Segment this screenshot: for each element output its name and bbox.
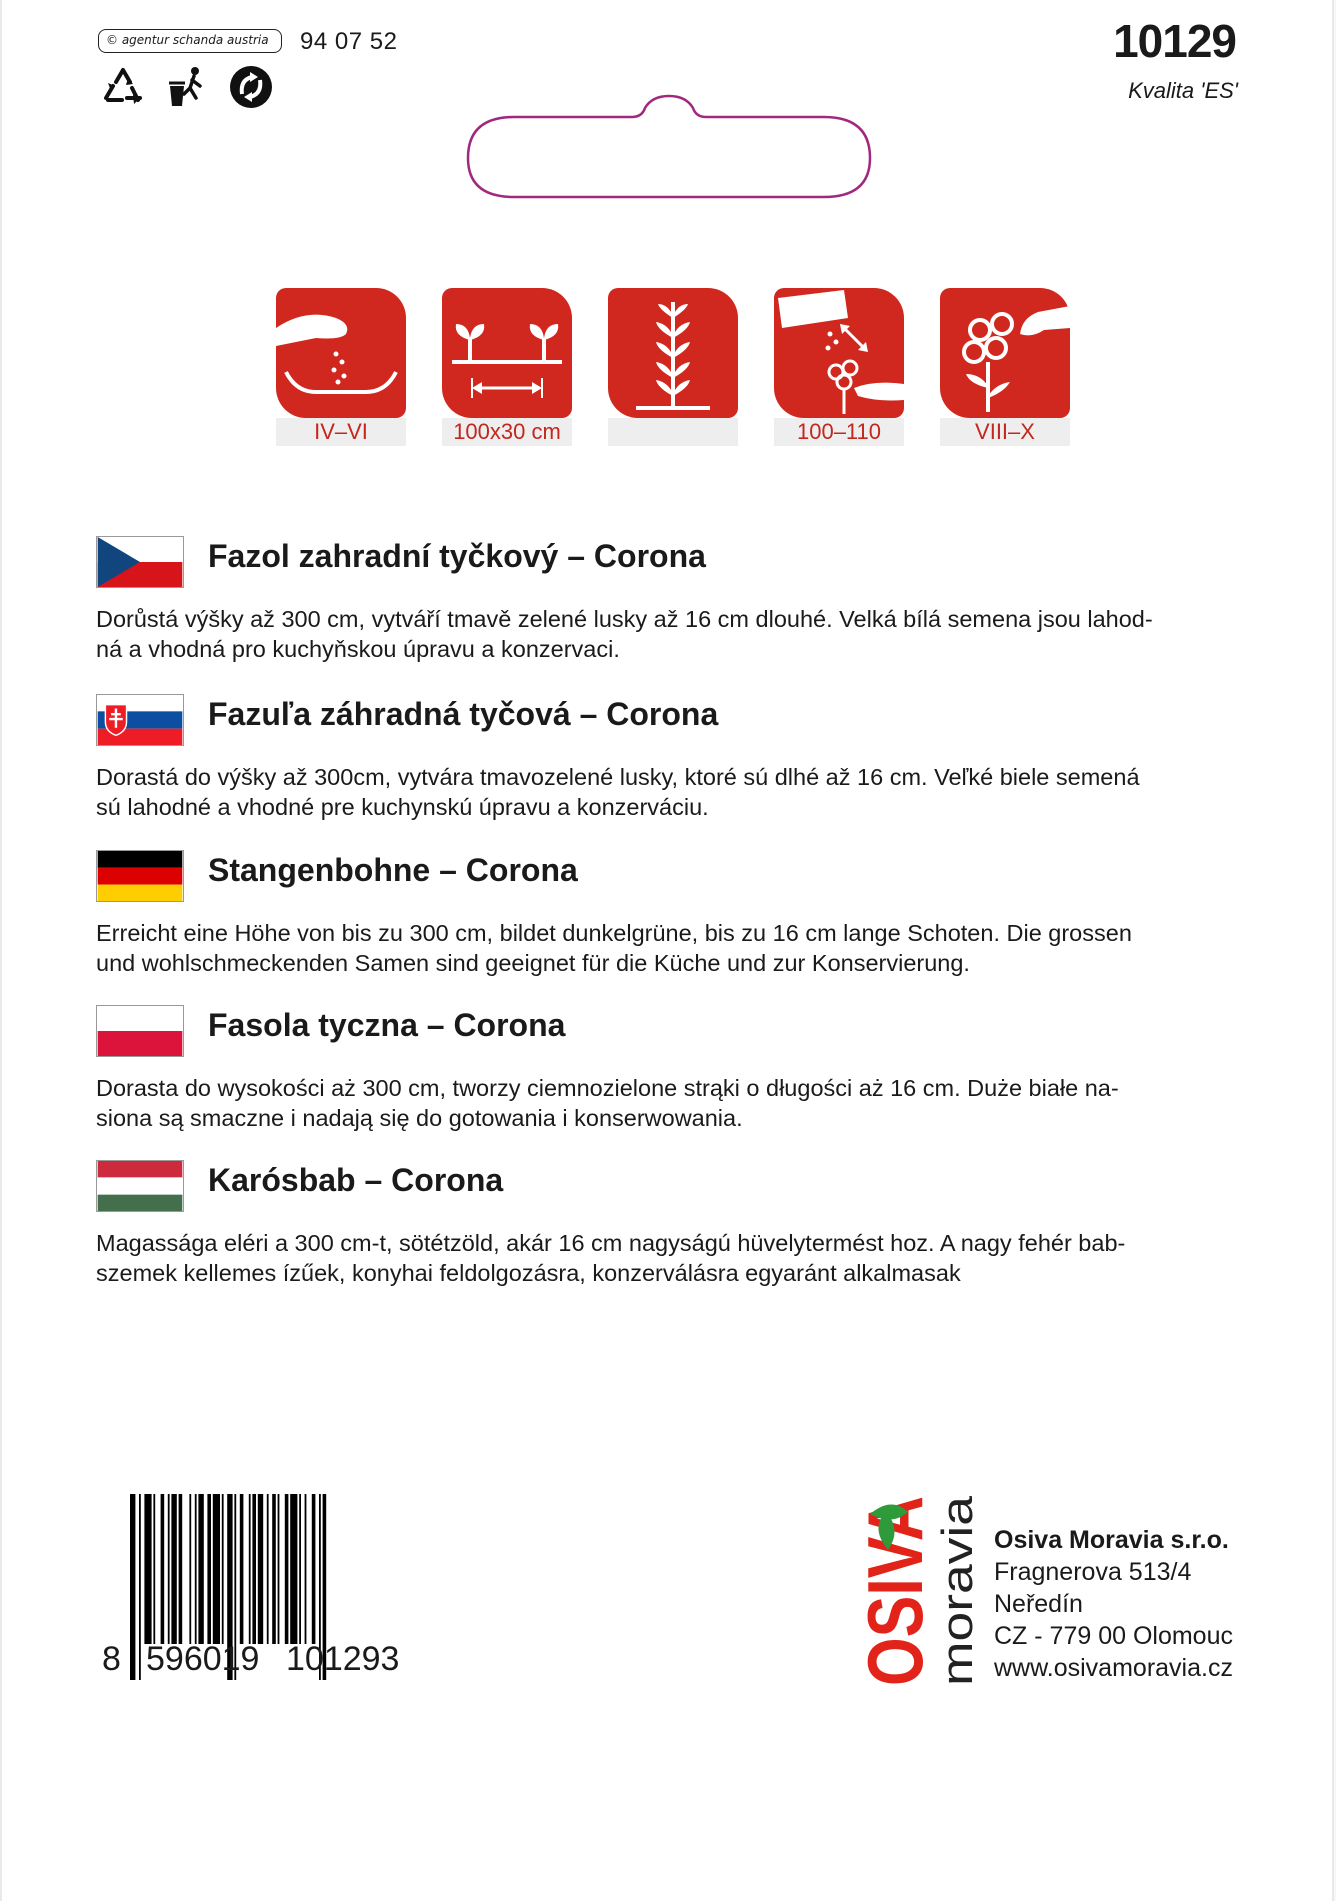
barcode-bar	[249, 1494, 251, 1644]
barcode-bar	[299, 1494, 301, 1644]
climbing-plant-icon	[608, 288, 738, 418]
recycling-icons	[100, 64, 274, 110]
barcode-bar	[272, 1494, 276, 1644]
barcode-bar	[198, 1494, 203, 1644]
barcode-bar	[240, 1494, 244, 1644]
barcode-digit-first: 8	[102, 1640, 121, 1678]
barcode-bar	[139, 1494, 141, 1680]
barcode-bar	[285, 1494, 289, 1644]
barcode-bar	[195, 1494, 197, 1644]
lang-title: Fazol zahradní tyčkový – Corona	[208, 538, 706, 574]
sk-flag-icon	[96, 694, 184, 746]
description-line: Dorastá do výšky až 300cm, vytvára tmavozelené lusky, ktoré sú dlhé až 16 cm. Veľké biele semená	[96, 764, 1140, 790]
description-line: sú lahodné a vhodné pre kuchynskú úpravu a konzerváciu.	[96, 794, 709, 820]
barcode-bar	[161, 1494, 165, 1644]
step-days	[774, 288, 904, 446]
pl-flag-icon	[96, 1005, 184, 1057]
logo-word-osiva: OSIVA	[851, 1449, 939, 1686]
lang-description	[96, 918, 1242, 978]
company-name: Osiva Moravia s.r.o.	[994, 1526, 1229, 1554]
seed-packet-days-icon	[774, 288, 904, 418]
spacing-seedlings-icon	[442, 288, 572, 418]
barcode-bar	[252, 1494, 256, 1644]
product-code: 94 07 52	[300, 28, 398, 55]
barcode-bar	[144, 1494, 151, 1644]
description-line: siona są smaczne i nadają się do gotowania i konserwowania.	[96, 1105, 743, 1131]
barcode-bar	[189, 1494, 191, 1644]
company-street: Fragnerova 513/4	[994, 1558, 1192, 1586]
lang-title: Fasola tyczna – Corona	[208, 1007, 566, 1043]
lang-description	[96, 762, 1242, 822]
barcode-bar	[312, 1494, 316, 1644]
description-line: Dorůstá výšky až 300 cm, vytváří tmavě zelené lusky až 16 cm dlouhé. Velká bílá semena jsou lahod-	[96, 606, 1153, 632]
barcode-bar	[171, 1494, 176, 1644]
barcode-digits-right: 101293	[286, 1640, 400, 1678]
barcode-bar	[130, 1494, 135, 1680]
company-district: Neředín	[994, 1590, 1083, 1618]
sowing-hand-icon	[276, 288, 406, 418]
lang-description	[96, 1073, 1242, 1133]
description-line: ná a vhodná pro kuchyňskou úpravu a konzervaci.	[96, 636, 620, 662]
barcode-bar	[153, 1494, 155, 1644]
barcode-bar	[207, 1494, 211, 1644]
barcode-bar	[222, 1494, 224, 1644]
quality-label: Kvalita 'ES'	[1128, 78, 1238, 103]
hu-flag-icon	[96, 1160, 184, 1212]
company-city: CZ - 779 00 Olomouc	[994, 1622, 1233, 1650]
step-label: VIII–X	[940, 418, 1070, 446]
cz-flag-icon	[96, 536, 184, 588]
step-label: 100–110	[774, 418, 904, 446]
lang-title: Fazuľa záhradná tyčová – Corona	[208, 696, 719, 732]
step-label	[608, 418, 738, 446]
cultivation-icons	[276, 288, 1070, 446]
barcode-bar	[278, 1494, 280, 1644]
company-address	[994, 1524, 1233, 1684]
article-number: 10129	[1113, 15, 1236, 67]
harvest-hand-icon	[940, 288, 1070, 418]
description-line: szemek kellemes ízűek, konyhai feldolgozásra, konzerválásra egyaránt alkalmasak	[96, 1260, 961, 1286]
agency-logo: © agentur schanda austria	[98, 29, 282, 53]
barcode-bar	[267, 1494, 269, 1644]
step-sowing	[276, 288, 406, 446]
description-line: Erreicht eine Höhe von bis zu 300 cm, bildet dunkelgrüne, bis zu 16 cm lange Schoten. Die grossen	[96, 920, 1132, 946]
description-line: und wohlschmeckenden Samen sind geeignet für die Küche und zur Konservierung.	[96, 950, 970, 976]
lang-description	[96, 604, 1242, 664]
lang-description	[96, 1228, 1242, 1288]
step-climbing	[608, 288, 738, 446]
de-flag-icon	[96, 850, 184, 902]
barcode-bar	[179, 1494, 183, 1644]
logo-word-moravia: moravia	[933, 1529, 982, 1686]
osiva-moravia-logo	[851, 1449, 982, 1688]
company-website[interactable]: www.osivamoravia.cz	[994, 1654, 1233, 1682]
litter-bin-icon	[164, 64, 210, 110]
barcode-bar	[168, 1494, 170, 1644]
barcode-bar	[290, 1494, 297, 1644]
barcode-bar	[213, 1494, 220, 1644]
description-line: Dorasta do wysokości aż 300 cm, tworzy ciemnozielone strąki o długości aż 16 cm. Duże białe na-	[96, 1075, 1119, 1101]
step-harvest	[940, 288, 1070, 446]
barcode-bar	[305, 1494, 307, 1644]
barcode-digits-left: 596019	[146, 1640, 260, 1678]
lang-title: Karósbab – Corona	[208, 1162, 504, 1198]
barcode-bar	[258, 1494, 263, 1644]
step-label: IV–VI	[276, 418, 406, 446]
step-label: 100x30 cm	[442, 418, 572, 446]
lang-title: Stangenbohne – Corona	[208, 852, 578, 888]
recycle-icon	[100, 64, 146, 110]
green-dot-icon	[228, 64, 274, 110]
step-spacing	[442, 288, 572, 446]
description-line: Magassága eléri a 300 cm-t, sötétzöld, akár 16 cm nagyságú hüvelytermést hoz. A nagy fehér bab-	[96, 1230, 1126, 1256]
